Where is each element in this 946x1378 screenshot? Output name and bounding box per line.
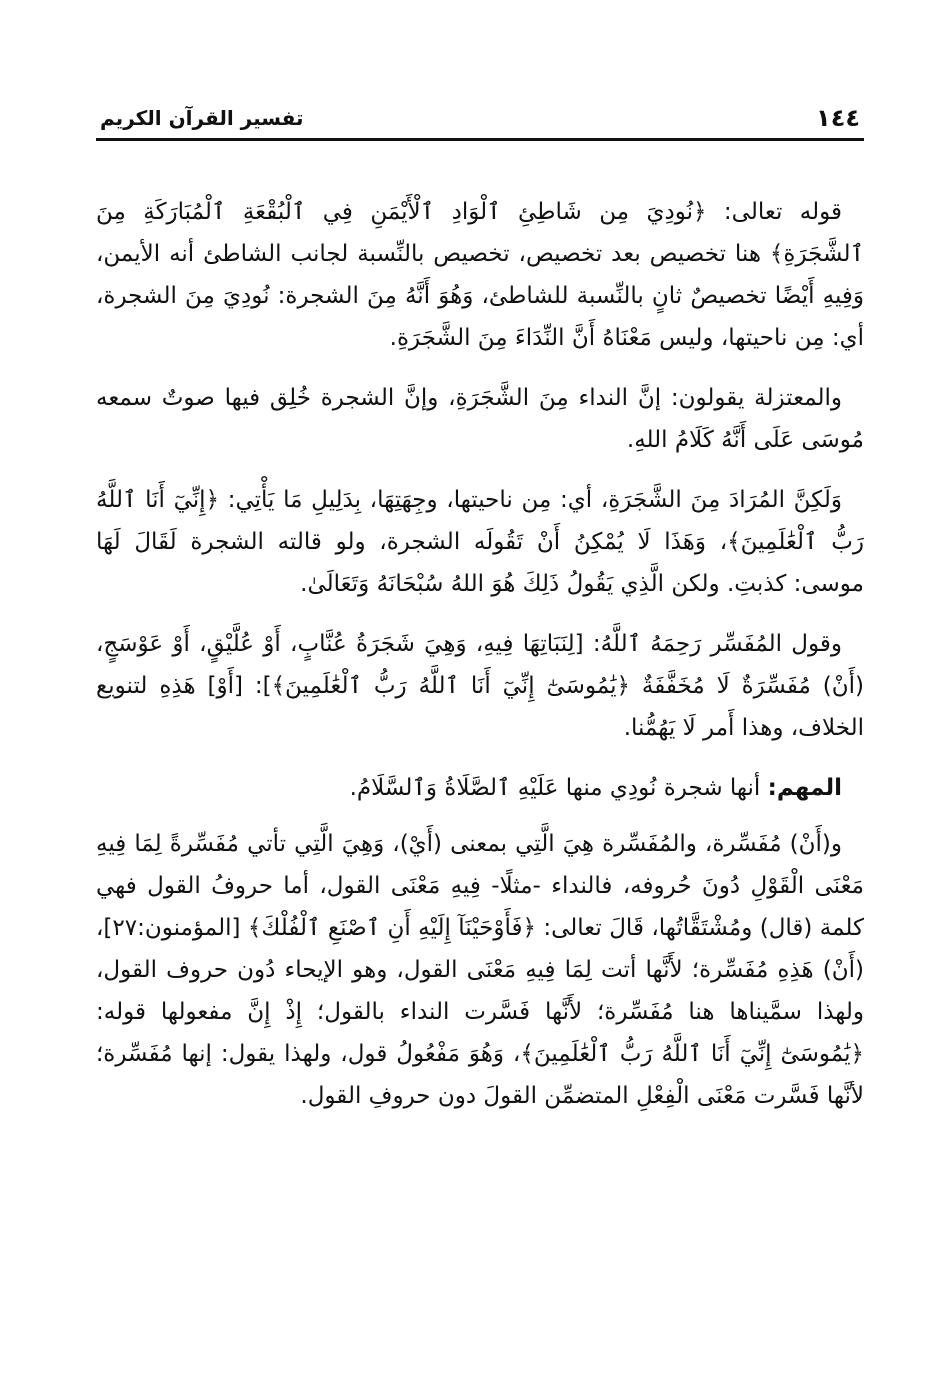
paragraph-2 (96, 377, 864, 461)
paragraph-text: وقول المُفَسِّر رَحِمَهُ ٱللَّهُ: [لِنَبَاتِهَا فِيهِ، وَهِيَ شَجَرَةُ عُنَّابٍ، أَوْ عُلَّيْقٍ، أَوْ عَوْسَجٍ، (أَنْ) مُفَسِّرَةٌ لَا مُخَفَّفَةٌ ﴿يَٰمُوسَىٰٓ إِنِّيٓ أَنَا ٱللَّهُ رَبُّ ٱلْعَٰلَمِينَ﴾]: [أَوْ] هَذِهِ لتنويع الخلاف، وهذا أَمر لَا يَهُمُّنا. (96, 631, 864, 741)
paragraph-text: وَلَكِنَّ المُرَادَ مِنَ الشَّجَرَةِ، أي: مِن ناحيتها، وجِهَتِهَا، بِدَلِيلِ مَا يَأْتِي: ﴿إِنِّيٓ أَنَا ٱللَّهُ رَبُّ ٱلْعَٰلَمِينَ﴾، وَهَذَا لَا يُمْكِنُ أَنْ تَقُولَه الشجرة، ولو قالته الشجرة لَقَالَ لَهَا موسى: كذبتِ. ولكن الَّذِي يَقُولُ ذَلِكَ هُوَ اللهُ سُبْحَانَهُ وَتَعَالَىٰ. (96, 487, 864, 597)
paragraph-text: و(أَنْ) مُفَسِّرة، والمُفَسِّرة هِيَ الَّتِي بمعنى (أَيْ)، وَهِيَ الَّتِي تأتي مُفَسِّرةً لِمَا فِيهِ مَعْنَى الْقَوْلِ دُونَ حُروفه، فالنداء -مثلًا- فِيهِ مَعْنَى القول، أما حروفُ القول فهي كلمة (قال) ومُشْتَقَّاتُها، قَالَ تعالى: ﴿فَأَوْحَيْنَآ إِلَيْهِ أَنِ ٱصْنَعِ ٱلْفُلْكَ﴾ [المؤمنون:٢٧]، (أَنْ) هَذِهِ مُفَسِّرة؛ لأَنَّها أتت لِمَا فِيهِ مَعْنَى القول، وهو الإيحاء دُون حروف القول، ولهذا سمَّيناها هنا مُفَسِّرة؛ لأَنَّها فَسَّرت النداء بالقول؛ إِذْ إِنَّ مفعولها قوله: ﴿يَٰمُوسَىٰٓ إِنِّيٓ أَنَا ٱللَّهُ رَبُّ ٱلْعَٰلَمِينَ﴾، وَهُوَ مَفْعُولُ قول، ولهذا يقول: إنها مُفَسِّرة؛ لأنَّها فَسَّرت مَعْنَى الْفِعْلِ المتضمِّن القولَ دون حروفِ القول. (96, 831, 864, 1109)
book-title: تفسير القرآن الكريم (100, 106, 304, 130)
paragraph-4 (96, 623, 864, 749)
page-body (96, 191, 864, 1117)
page-number: ١٤٤ (816, 104, 860, 132)
paragraph-5 (96, 767, 864, 809)
paragraph-6 (96, 823, 864, 1117)
running-head (96, 100, 864, 132)
header-rule (96, 138, 864, 141)
paragraph-text: قوله تعالى: ﴿نُودِيَ مِن شَاطِئِ ٱلْوَادِ ٱلْأَيْمَنِ فِي ٱلْبُقْعَةِ ٱلْمُبَارَكَةِ مِنَ ٱلشَّجَرَةِ﴾ هنا تخصيص بعد تخصيص، تخصيص بالنِّسبة لجانب الشاطئ أنه الأيمن، وَفِيهِ أَيْضًا تخصيصٌ ثانٍ بالنِّسبة للشاطئ، وَهُوَ أَنَّهُ مِنَ الشجرة: نُودِيَ مِنَ الشجرة، أي: مِن ناحيتها، وليس مَعْنَاهُ أَنَّ النِّدَاءَ مِنَ الشَّجَرَةِ. (96, 199, 864, 351)
paragraph-3 (96, 479, 864, 605)
paragraph-text: أنها شجرة نُودِي منها عَلَيْهِ ٱلصَّلَاةُ وَٱلسَّلَامُ. (349, 775, 768, 801)
paragraph-lead: المهم: (767, 775, 842, 801)
document-page (96, 100, 864, 1135)
paragraph-1 (96, 191, 864, 359)
paragraph-text: والمعتزلة يقولون: إنَّ النداء مِنَ الشَّجَرَةِ، وإنَّ الشجرة خُلِق فيها صوتٌ سمعه مُوسَى عَلَى أَنَّهُ كَلَامُ اللهِ. (96, 385, 864, 453)
